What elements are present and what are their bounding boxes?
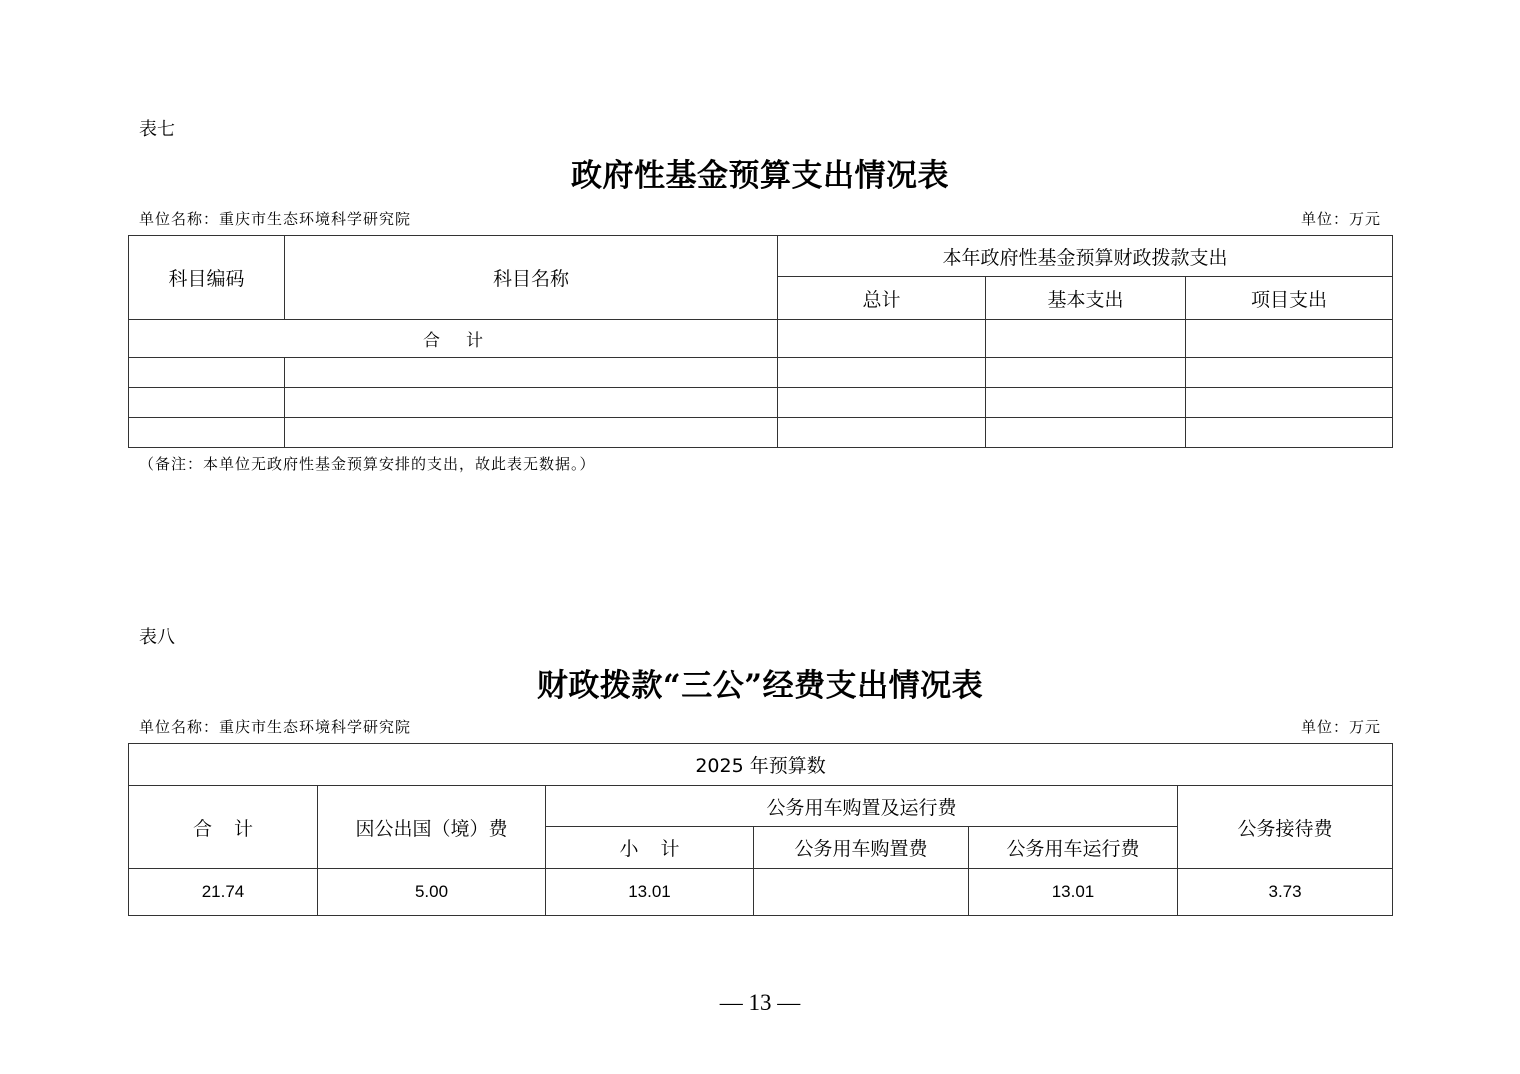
value-abroad: 5.00 <box>318 869 546 916</box>
row-project <box>1186 418 1393 448</box>
table-row <box>129 358 1393 388</box>
total-row-total <box>778 320 986 358</box>
header-total: 合计 <box>129 786 318 869</box>
row-code <box>129 358 285 388</box>
table-row <box>129 388 1393 418</box>
table8-grid <box>128 743 1393 916</box>
header-vehicle-group: 公务用车购置及运行费 <box>546 786 1178 827</box>
header-purchase: 公务用车购置费 <box>754 827 969 869</box>
row-project <box>1186 388 1393 418</box>
table7-unit-name: 单位名称：重庆市生态环境科学研究院 <box>139 210 412 228</box>
table8-unit-name: 单位名称：重庆市生态环境科学研究院 <box>139 718 412 736</box>
row-code <box>129 418 285 448</box>
row-basic <box>986 388 1186 418</box>
value-purchase <box>754 869 969 916</box>
table8-label: 表八 <box>139 627 175 648</box>
table7-label: 表七 <box>139 119 175 140</box>
header-subtotal: 小计 <box>546 827 754 869</box>
table-row <box>129 869 1393 916</box>
row-basic <box>986 358 1186 388</box>
header-group: 本年政府性基金预算财政拨款支出 <box>778 236 1393 277</box>
header-operation: 公务用车运行费 <box>969 827 1178 869</box>
total-row-basic <box>986 320 1186 358</box>
table8-unit: 单位：万元 <box>1300 718 1381 736</box>
header-code: 科目编码 <box>129 236 285 320</box>
total-row-label: 合计 <box>129 320 778 358</box>
row-basic <box>986 418 1186 448</box>
row-name <box>285 418 778 448</box>
value-operation: 13.01 <box>969 869 1178 916</box>
table-row <box>129 418 1393 448</box>
header-abroad: 因公出国（境）费 <box>318 786 546 869</box>
header-reception: 公务接待费 <box>1178 786 1393 869</box>
header-project: 项目支出 <box>1186 277 1393 320</box>
row-code <box>129 388 285 418</box>
header-name: 科目名称 <box>285 236 778 320</box>
header-basic: 基本支出 <box>986 277 1186 320</box>
total-row-project <box>1186 320 1393 358</box>
value-subtotal: 13.01 <box>546 869 754 916</box>
row-project <box>1186 358 1393 388</box>
row-name <box>285 358 778 388</box>
header-total: 总计 <box>778 277 986 320</box>
row-total <box>778 388 986 418</box>
total-row <box>129 320 1393 358</box>
table7-unit: 单位：万元 <box>1300 210 1381 228</box>
row-total <box>778 358 986 388</box>
row-name <box>285 388 778 418</box>
table7-note: （备注：本单位无政府性基金预算安排的支出，故此表无数据。） <box>139 455 596 473</box>
value-reception: 3.73 <box>1178 869 1393 916</box>
row-total <box>778 418 986 448</box>
table7-grid <box>128 235 1393 448</box>
table7-title: 政府性基金预算支出情况表 <box>571 158 949 194</box>
page-number: — 13 — <box>719 990 801 1015</box>
value-total: 21.74 <box>129 869 318 916</box>
header-year: 2025 年预算数 <box>129 744 1393 786</box>
table8-title: 财政拨款“三公”经费支出情况表 <box>536 668 984 704</box>
